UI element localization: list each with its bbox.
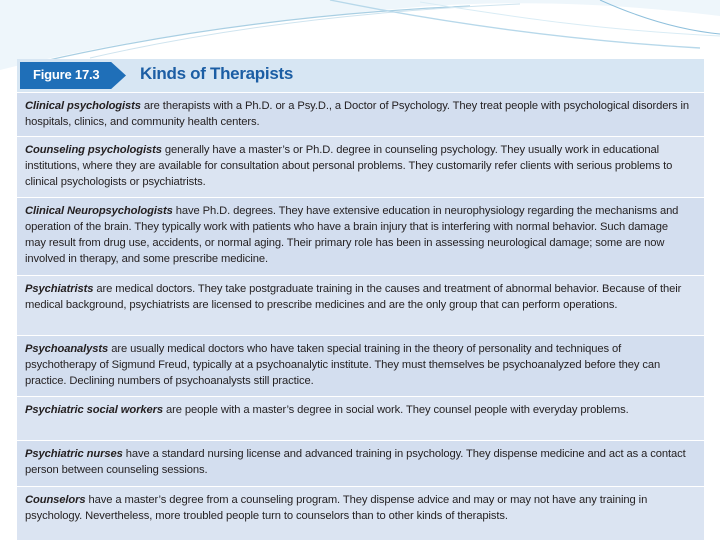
figure-label: Figure 17.3 bbox=[33, 67, 100, 82]
entry-description: are usually medical doctors who have taken special training in the theory of personality and techniques of psychotherapy of Sigmund Freud, typically at a psychoanalytic institute. They must themselves be psychoanalyzed before they can practice. Declining numbers of psychoanalysts still practice. bbox=[25, 343, 661, 387]
entry-text bbox=[25, 142, 691, 190]
figure-title: Kinds of Therapists bbox=[140, 64, 293, 83]
entry-description: are therapists with a Ph.D. or a Psy.D., a Doctor of Psychology. They treat people with psychological disorders in hospitals, clinics, and community health centers. bbox=[25, 100, 690, 128]
therapist-entry bbox=[17, 275, 704, 335]
entry-description: have a master’s degree from a counseling program. They dispense advice and may or may not have any training in psychology. Nevertheless, more troubled people turn to counselors than to other kinds of therapists. bbox=[25, 494, 648, 522]
therapist-entry bbox=[17, 136, 704, 197]
therapist-entry bbox=[17, 486, 704, 540]
entry-text bbox=[25, 446, 691, 478]
entry-description: have a standard nursing license and advanced training in psychology. They dispense medicine and act as a contact person between counseling sessions. bbox=[25, 448, 686, 476]
therapist-entry bbox=[17, 197, 704, 275]
entry-term: Psychiatric social workers bbox=[25, 404, 163, 416]
entry-text bbox=[25, 341, 691, 389]
entry-term: Psychiatrists bbox=[25, 283, 94, 295]
entry-description: are people with a master’s degree in social work. They counsel people with everyday problems. bbox=[162, 404, 629, 416]
entry-term: Counseling psychologists bbox=[25, 144, 162, 156]
therapist-entry bbox=[17, 396, 704, 440]
entry-term: Clinical psychologists bbox=[25, 100, 141, 112]
entry-text bbox=[25, 98, 691, 130]
entry-text bbox=[25, 402, 691, 418]
entry-description: generally have a master’s or Ph.D. degree in counseling psychology. They usually work in educational institutions, where they are available for consultation about personal problems. They customarily refer clients with serious problems to clinical psychologists or psychiatrists. bbox=[25, 144, 673, 188]
entry-term: Psychoanalysts bbox=[25, 343, 109, 355]
therapist-entry bbox=[17, 92, 704, 136]
entry-text bbox=[25, 281, 691, 313]
entry-text bbox=[25, 492, 691, 524]
therapist-entry bbox=[17, 440, 704, 486]
entry-term: Clinical Neuropsychologists bbox=[25, 205, 173, 217]
entry-term: Counselors bbox=[25, 494, 86, 506]
entry-description: are medical doctors. They take postgraduate training in the causes and treatment of abnormal behavior. Because of their medical background, psychiatrists are licensed to prescribe medicines and are the only group that can perform operations. bbox=[25, 283, 682, 311]
therapist-entry bbox=[17, 335, 704, 396]
entry-term: Psychiatric nurses bbox=[25, 448, 123, 460]
entry-text bbox=[25, 203, 691, 267]
entry-description: have Ph.D. degrees. They have extensive education in neurophysiology regarding the mechanisms and operation of the brain. They typically work with patients who have a brain injury that is interfering with normal behavior. Such damage may result from drug use, accidents, or normal aging. Their primary role has been in assessing neurological damage; some are now involved in therapy, and some prescribe medicine. bbox=[25, 205, 679, 265]
